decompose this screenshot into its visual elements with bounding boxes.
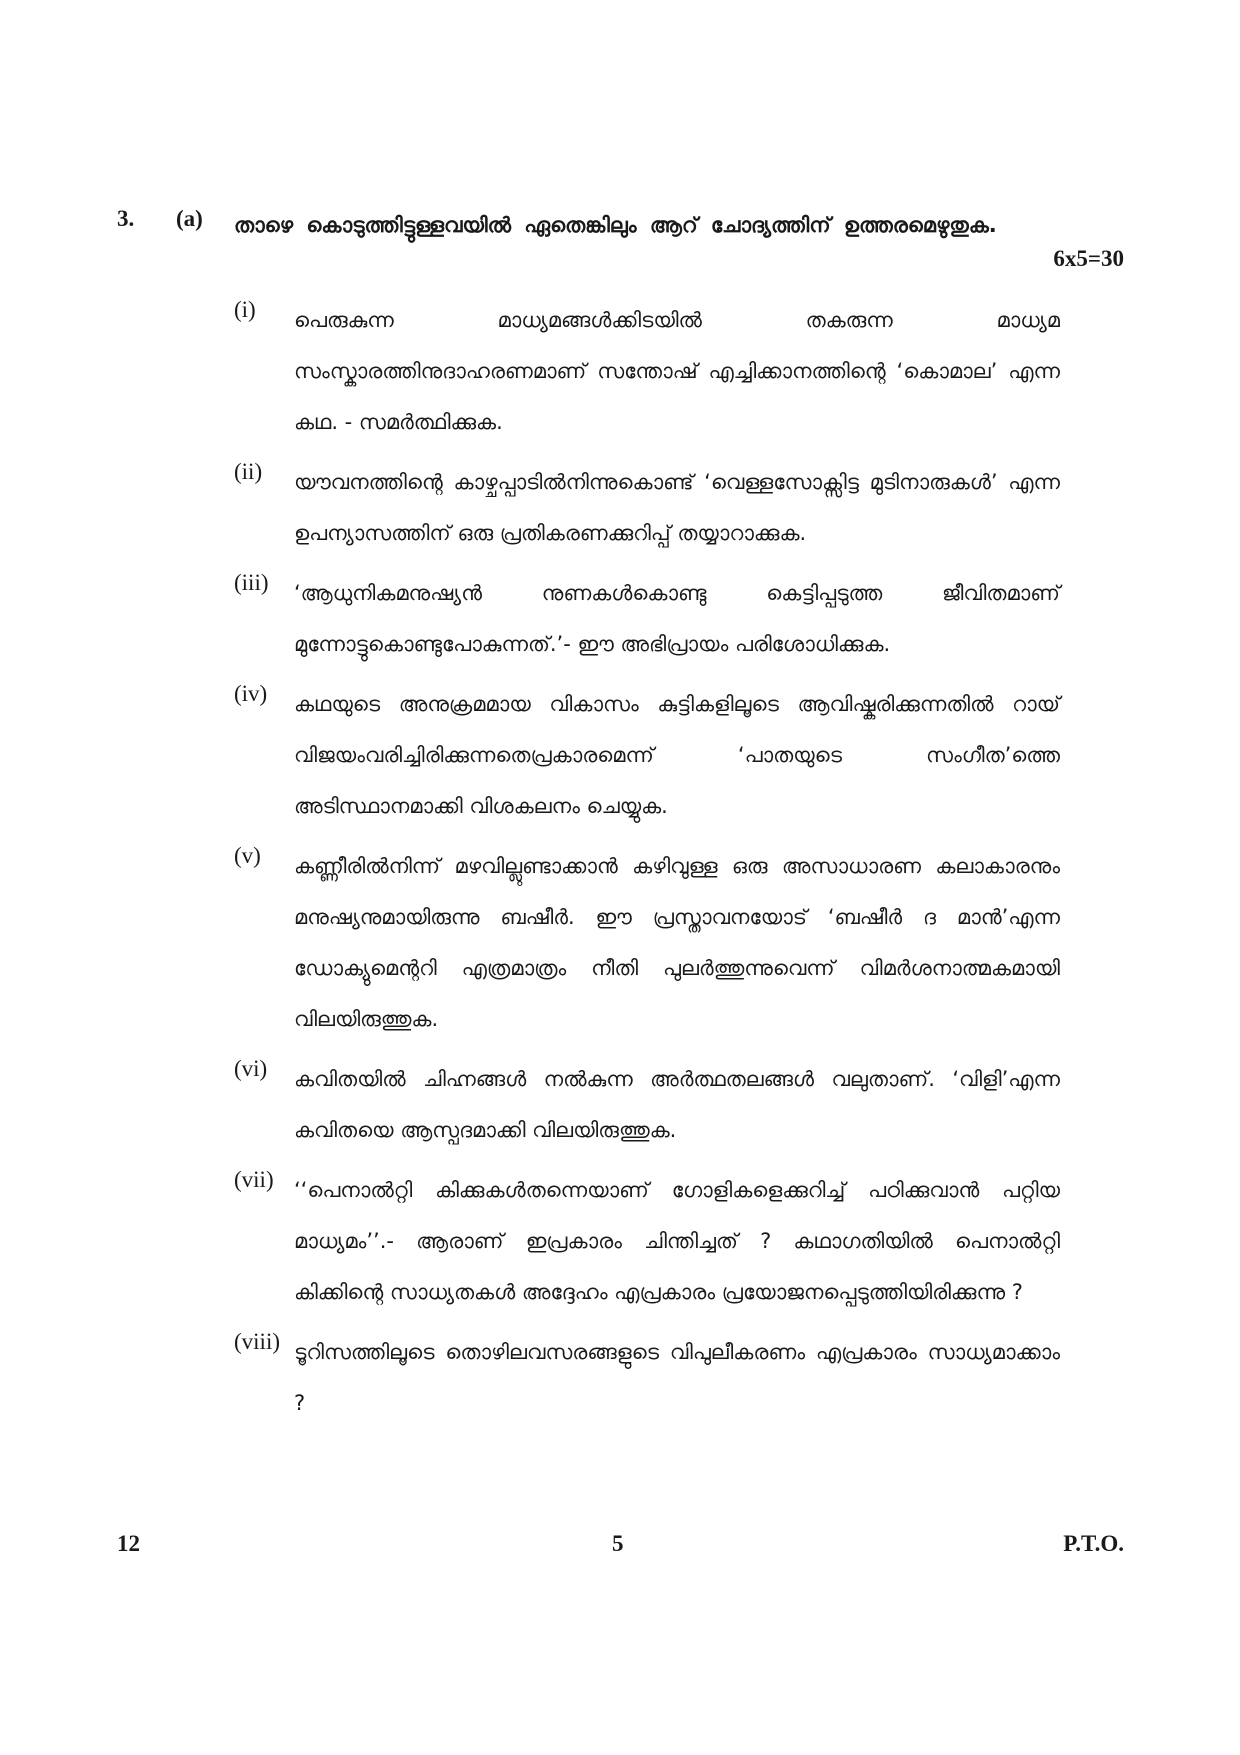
question-item-iv [234,679,1060,832]
question-instruction: താഴെ കൊടുത്തിട്ടുള്ളവയിൽ ഏതെങ്കിലും ആറ് ചോദ്യത്തിന് ഉത്തരമെഴുതുക. [234,213,997,237]
item-label: (v) [234,843,261,868]
item-label: (ii) [234,459,263,484]
item-label: (vii) [234,1167,274,1192]
item-text: കവിതയിൽ ചിഹ്നങ്ങൾ നൽകുന്ന അർത്ഥതലങ്ങൾ വലുതാണ്. ‘വിളി’എന്ന കവിതയെ ആസ്പദമാക്കി വിലയിരുത്തുക. [294,1067,1060,1142]
question-item-vi [234,1054,1060,1156]
item-text: ‘‘പെനാൽറ്റി കിക്കുകൾതന്നെയാണ് ഗോളികളെക്കുറിച്ച് പഠിക്കുവാൻ പറ്റിയ മാധ്യമം’’.- ആരാണ് ഇപ്രകാരം ചിന്തിച്ചത് ? കഥാഗതിയിൽ പെനാൽറ്റി കിക്കിന്റെ സാധ്യതകൾ അദ്ദേഹം എപ്രകാരം പ്രയോജനപ്പെടുത്തിയിരിക്കുന്നു ? [294,1178,1060,1304]
item-label: (iii) [234,570,269,595]
item-text: ടൂറിസത്തിലൂടെ തൊഴിലവസരങ്ങളുടെ വിപുലീകരണം എപ്രകാരം സാധ്യമാക്കാം ? [294,1340,1060,1415]
item-label: (i) [234,297,256,322]
item-label: (vi) [234,1056,268,1081]
footer-paper-code: 12 [117,1531,140,1556]
question-item-vii [234,1165,1060,1318]
question-part-label: (a) [176,206,203,231]
question-items-list [234,297,1060,1450]
item-text: യൗവനത്തിന്റെ കാഴ്ചപ്പാടിൽനിന്നുകൊണ്ട് ‘വെള്ളസോക്സിട്ട മുടിനാരുകൾ’ എന്ന ഉപന്യാസത്തിന് ഒരു പ്രതികരണക്കുറിപ്പ് തയ്യാറാക്കുക. [294,470,1060,545]
item-text: കണ്ണീരിൽനിന്ന് മഴവില്ലുണ്ടാക്കാൻ കഴിവുള്ള ഒരു അസാധാരണ കലാകാരനും മനുഷ്യനുമായിരുന്നു ബഷീർ. ഈ പ്രസ്താവനയോട് ‘ബഷീർ ദ മാൻ’എന്ന ഡോക്യുമെന്ററി എത്രമാത്രം നീതി പുലർത്തുന്നുവെന്ന് വിമർശനാത്മകമായി വിലയിരുത്തുക. [294,854,1060,1031]
question-item-ii [234,457,1060,559]
question-item-v [234,841,1060,1045]
item-text: പെരുകുന്ന മാധ്യമങ്ങൾക്കിടയിൽ തകരുന്ന മാധ്യമ സംസ്കാരത്തിനുദാഹരണമാണ് സന്തോഷ് എച്ചിക്കാനത്തിന്റെ ‘കൊമാല’ എന്ന കഥ. - സമർത്ഥിക്കുക. [294,308,1060,434]
footer-pto: P.T.O. [1063,1531,1124,1556]
question-number: 3. [117,206,135,231]
question-item-i [234,295,1060,448]
question-marks: 6x5=30 [1053,246,1124,271]
item-text: ‘ആധുനികമനുഷ്യൻ നുണകൾകൊണ്ടു കെട്ടിപ്പടുത്ത ജീവിതമാണ് മുന്നോട്ടുകൊണ്ടുപോകുന്നത്.’- ഈ അഭിപ്രായം പരിശോധിക്കുക. [294,581,1060,656]
item-label: (iv) [234,681,268,706]
item-text: കഥയുടെ അനുക്രമമായ വികാസം കുട്ടികളിലൂടെ ആവിഷ്കരിക്കുന്നതിൽ റായ് വിജയംവരിച്ചിരിക്കുന്നതെപ്രകാരമെന്ന് ‘പാതയുടെ സംഗീത’ത്തെ അടിസ്ഥാനമാക്കി വിശകലനം ചെയ്യുക. [294,692,1060,818]
question-item-viii [234,1327,1060,1429]
footer-page-number: 5 [612,1531,624,1556]
item-label: (viii) [234,1329,280,1354]
question-item-iii [234,568,1060,670]
